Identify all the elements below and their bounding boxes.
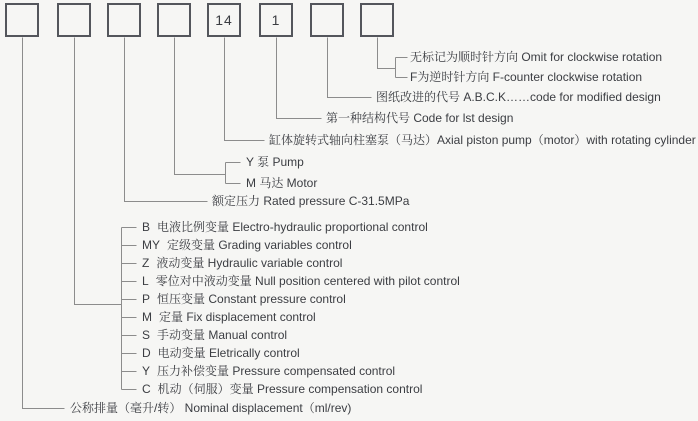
control-code: L bbox=[142, 274, 149, 288]
control-row-p bbox=[142, 291, 346, 307]
label-first-design: 第一种结构代号 Code for lst design bbox=[326, 111, 514, 125]
control-code: C bbox=[142, 382, 151, 396]
control-text: 机动（伺服）变量 Pressure compensation control bbox=[157, 382, 423, 396]
code-box-2 bbox=[57, 3, 91, 37]
control-row-l bbox=[142, 273, 460, 289]
control-code: MY bbox=[142, 238, 160, 252]
label-rotating-cylinder: 缸体旋转式轴向柱塞泵（马达）Axial piston pump（motor）with rotating cylinder bbox=[269, 133, 696, 147]
control-row-m bbox=[142, 309, 316, 325]
control-code: Y bbox=[142, 364, 151, 378]
control-row-y bbox=[142, 363, 395, 379]
code-box-6: 1 bbox=[259, 3, 293, 37]
label-pump: Y 泵 Pump bbox=[246, 155, 304, 169]
control-text: 定量 Fix displacement control bbox=[159, 310, 316, 324]
control-code: P bbox=[142, 292, 151, 306]
control-text: 定级变量 Grading variables control bbox=[167, 238, 352, 252]
control-code: D bbox=[142, 346, 151, 360]
label-rated-pressure: 额定压力 Rated pressure C-31.5MPa bbox=[212, 194, 410, 208]
label-nominal-displacement: 公称排量（毫升/转） Nominal displacement（ml/rev) bbox=[70, 401, 352, 415]
control-row-b bbox=[142, 219, 428, 235]
control-text: 电动变量 Eletrically control bbox=[157, 346, 300, 360]
code-box-4 bbox=[157, 3, 191, 37]
control-code: Z bbox=[142, 256, 150, 270]
control-code: B bbox=[142, 220, 151, 234]
control-row-d bbox=[142, 345, 300, 361]
code-box-3 bbox=[107, 3, 141, 37]
code-box-8 bbox=[360, 3, 394, 37]
label-motor: M 马达 Motor bbox=[246, 176, 318, 190]
control-row-s bbox=[142, 327, 287, 343]
label-rotation-counter: F为逆时针方向 F-counter clockwise rotation bbox=[410, 70, 643, 84]
control-text: 零位对中液动变量 Null position centered with pilot control bbox=[155, 274, 460, 288]
code-box-7 bbox=[310, 3, 344, 37]
control-text: 电液比例变量 Electro-hydraulic proportional control bbox=[157, 220, 428, 234]
control-row-my bbox=[142, 237, 352, 253]
code-box-5: 14 bbox=[207, 3, 241, 37]
control-row-z bbox=[142, 255, 342, 271]
label-rotation-omit: 无标记为顺时针方向 Omit for clockwise rotation bbox=[410, 50, 663, 64]
control-row-c bbox=[142, 381, 422, 397]
label-modified-design: 图纸改进的代号 A.B.C.K……code for modified design bbox=[376, 90, 661, 104]
control-code: S bbox=[142, 328, 151, 342]
control-text: 手动变量 Manual control bbox=[157, 328, 288, 342]
control-text: 液动变量 Hydraulic variable control bbox=[156, 256, 343, 270]
control-code: M bbox=[142, 310, 152, 324]
control-text: 恒压变量 Constant pressure control bbox=[157, 292, 346, 306]
control-text: 压力补偿变量 Pressure compensated control bbox=[157, 364, 396, 378]
code-box-1 bbox=[5, 3, 39, 37]
